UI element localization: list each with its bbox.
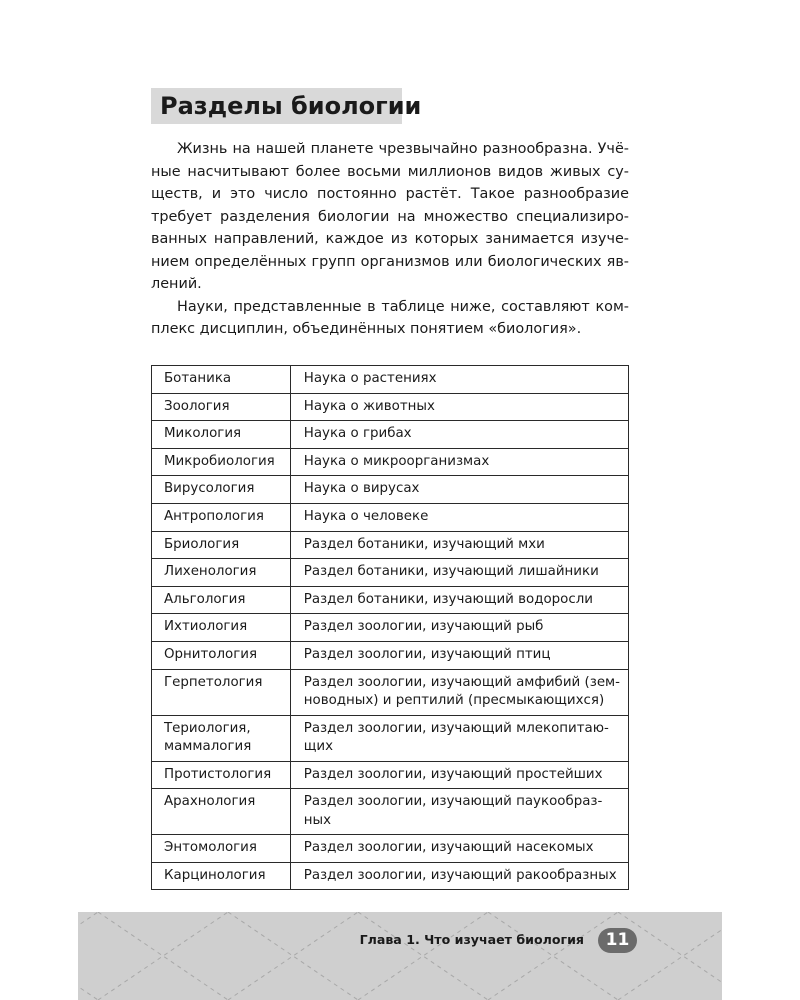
definition-cell bbox=[290, 586, 628, 614]
term-text: Карцинология bbox=[164, 867, 266, 883]
definition-text: Раздел зоологии, изучающий насекомых bbox=[303, 840, 594, 856]
definition-text: Наука о животных bbox=[303, 398, 435, 414]
term-cell bbox=[152, 476, 291, 504]
term-cell bbox=[152, 503, 291, 531]
definition-cell bbox=[290, 503, 628, 531]
definition-cell bbox=[290, 715, 628, 761]
definition-cell bbox=[290, 559, 628, 587]
definition-cell bbox=[290, 531, 628, 559]
table-row bbox=[152, 586, 629, 614]
definition-text: Наука о растениях bbox=[303, 371, 437, 386]
term-cell bbox=[152, 835, 291, 863]
table-row bbox=[152, 448, 629, 476]
table-row bbox=[152, 789, 629, 835]
term-text: Орнитология bbox=[164, 646, 258, 662]
definition-cell bbox=[290, 393, 628, 421]
paragraph bbox=[151, 138, 629, 296]
definition-cell bbox=[290, 421, 628, 449]
term-cell bbox=[152, 586, 291, 614]
definition-cell bbox=[290, 641, 628, 669]
table-row bbox=[152, 669, 629, 715]
chapter-label: Глава 1. Что изучает биология bbox=[359, 932, 584, 947]
term-cell bbox=[152, 641, 291, 669]
term-cell bbox=[152, 559, 291, 587]
paragraph-line: требует разделения биологии на множество специализиро- bbox=[151, 208, 629, 225]
definition-cell bbox=[290, 476, 628, 504]
paragraph-line: нием определённых групп организмов или биологических яв- bbox=[151, 253, 629, 270]
term-cell bbox=[152, 761, 291, 789]
paragraph-line: Жизнь на нашей планете чрезвычайно разнообразна. Учё- bbox=[177, 141, 629, 157]
section-title-box bbox=[151, 88, 422, 124]
footer-diagonal-pattern bbox=[78, 912, 722, 1000]
paragraph-line: лений. bbox=[151, 276, 202, 292]
definition-text: новодных) и рептилий (пресмыкающихся) bbox=[303, 693, 605, 709]
definition-text: Наука о грибах bbox=[303, 426, 412, 442]
paragraph-line: плекс дисциплин, объединённых понятием «биология». bbox=[151, 321, 582, 337]
term-cell bbox=[152, 393, 291, 421]
table-row bbox=[152, 641, 629, 669]
term-text: Бриология bbox=[164, 536, 240, 552]
definition-text: Раздел зоологии, изучающий ракообразных bbox=[303, 867, 617, 883]
term-text: Микология bbox=[164, 426, 242, 442]
term-text: Лихенология bbox=[164, 564, 257, 580]
term-text: Вирусология bbox=[164, 481, 255, 497]
paragraph-line: Науки, представленные в таблице ниже, составляют ком- bbox=[177, 298, 629, 315]
term-text: Ботаника bbox=[164, 371, 232, 386]
term-cell bbox=[152, 715, 291, 761]
table-row bbox=[152, 393, 629, 421]
term-text: Зоология bbox=[164, 398, 230, 414]
table-row bbox=[152, 614, 629, 642]
definition-text: ных bbox=[303, 812, 332, 828]
definition-text: Раздел зоологии, изучающий простейших bbox=[303, 766, 603, 782]
definition-text: Раздел ботаники, изучающий мхи bbox=[303, 536, 545, 552]
term-cell bbox=[152, 366, 291, 394]
section-title: Разделы биологии bbox=[160, 92, 422, 120]
definition-cell bbox=[290, 614, 628, 642]
table-row bbox=[152, 715, 629, 761]
definition-cell bbox=[290, 448, 628, 476]
definition-cell bbox=[290, 789, 628, 835]
term-text: Арахнология bbox=[164, 794, 256, 810]
table-row bbox=[152, 421, 629, 449]
definition-cell bbox=[290, 862, 628, 890]
definition-text: Раздел зоологии, изучающий паукообраз- bbox=[303, 794, 603, 810]
definition-text: Наука о микроорганизмах bbox=[303, 453, 490, 469]
definition-text: Раздел зоологии, изучающий рыб bbox=[303, 619, 544, 635]
term-text: Протистология bbox=[164, 766, 272, 782]
definition-text: щих bbox=[303, 739, 334, 755]
paragraph-line: ществ, и это число постоянно растёт. Такое разнообразие bbox=[151, 186, 629, 202]
table-row bbox=[152, 366, 629, 394]
term-cell bbox=[152, 448, 291, 476]
definition-cell bbox=[290, 835, 628, 863]
term-text: Энтомология bbox=[164, 840, 257, 856]
disciplines-table-wrap bbox=[151, 365, 629, 890]
term-text: маммалогия bbox=[164, 739, 252, 755]
table-row bbox=[152, 862, 629, 890]
definition-text: Наука о вирусах bbox=[303, 481, 420, 497]
definition-text: Раздел зоологии, изучающий амфибий (зем- bbox=[303, 674, 620, 690]
table-row bbox=[152, 835, 629, 863]
table-row bbox=[152, 503, 629, 531]
term-text: Териология, bbox=[164, 720, 251, 736]
definition-cell bbox=[290, 761, 628, 789]
term-text: Альгология bbox=[164, 591, 246, 607]
term-cell bbox=[152, 531, 291, 559]
table-row bbox=[152, 559, 629, 587]
term-text: Ихтиология bbox=[164, 619, 248, 635]
disciplines-table bbox=[151, 365, 629, 890]
term-cell bbox=[152, 614, 291, 642]
definition-cell bbox=[290, 669, 628, 715]
term-cell bbox=[152, 862, 291, 890]
term-text: Антропология bbox=[164, 508, 264, 524]
definition-text: Раздел зоологии, изучающий птиц bbox=[303, 646, 551, 662]
table-row bbox=[152, 476, 629, 504]
definition-text: Раздел зоологии, изучающий млекопитаю- bbox=[303, 720, 609, 736]
definition-text: Наука о человеке bbox=[303, 508, 429, 524]
term-text: Герпетология bbox=[164, 674, 263, 690]
definition-text: Раздел ботаники, изучающий водоросли bbox=[303, 591, 593, 607]
term-cell bbox=[152, 669, 291, 715]
term-cell bbox=[152, 421, 291, 449]
paragraph-line: ные насчитывают более восьми миллионов видов живых су- bbox=[151, 163, 629, 180]
term-cell bbox=[152, 789, 291, 835]
paragraph bbox=[151, 296, 629, 341]
page-footer bbox=[78, 912, 722, 1000]
definition-cell bbox=[290, 366, 628, 394]
paragraph-line: ванных направлений, каждое из которых занимается изуче- bbox=[151, 231, 629, 247]
term-text: Микробиология bbox=[164, 453, 275, 469]
page-number-badge: 11 bbox=[598, 928, 637, 953]
table-row bbox=[152, 531, 629, 559]
definition-text: Раздел ботаники, изучающий лишайники bbox=[303, 564, 599, 580]
intro-text bbox=[151, 138, 629, 341]
table-row bbox=[152, 761, 629, 789]
